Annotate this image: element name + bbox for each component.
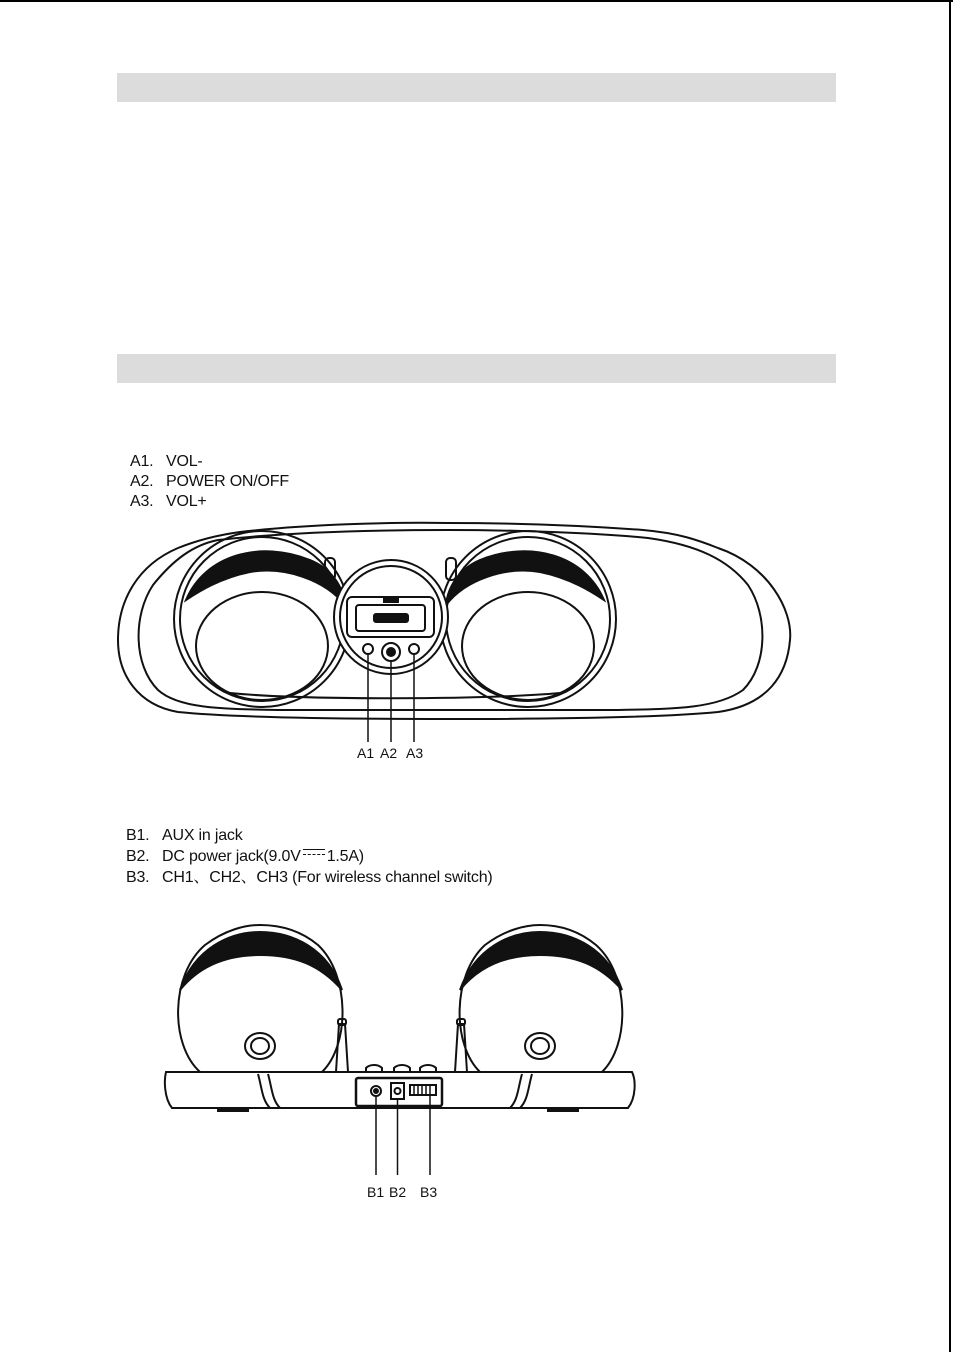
right-speaker-cone [462,592,594,700]
right-speaker-dark-band [446,551,604,605]
legend-label: 1.5A) [326,848,364,865]
legend-code: A3. [130,493,154,510]
callout-label-b2: B2 [389,1184,407,1200]
legend-label: CH1、CH2、CH3 (For wireless channel switch) [162,869,493,886]
callout-label-a1: A1 [357,745,375,761]
legend-label: AUX in jack [162,827,243,844]
legend-label: POWER ON/OFF [166,473,289,490]
dock-top-tab [383,598,399,603]
dock-connector-slot [374,614,408,622]
legend-label: DC power jack(9.0V [162,848,301,865]
legend-code: B3. [126,869,150,886]
legend-code: A2. [130,473,154,490]
base-foot-right [548,1108,578,1111]
left-speaker-dark-band [186,551,345,605]
legend-label: VOL- [166,453,203,470]
speaker-back-view-diagram [165,925,635,1175]
base-foot-left [218,1108,248,1111]
callout-label-b1: B1 [367,1184,385,1200]
legend-code: B1. [126,827,150,844]
legend-label: VOL+ [166,493,207,510]
power-button-inner [387,648,395,656]
legend-code: A1. [130,453,154,470]
speaker-top-view-diagram [118,521,790,742]
callout-label-b3: B3 [420,1184,438,1200]
callout-label-a2: A2 [380,745,398,761]
left-speaker-cone [196,592,328,700]
callout-label-a3: A3 [406,745,424,761]
rear-knobs [366,1065,436,1072]
aux-jack-inner [374,1089,378,1093]
legend-code: B2. [126,848,150,865]
